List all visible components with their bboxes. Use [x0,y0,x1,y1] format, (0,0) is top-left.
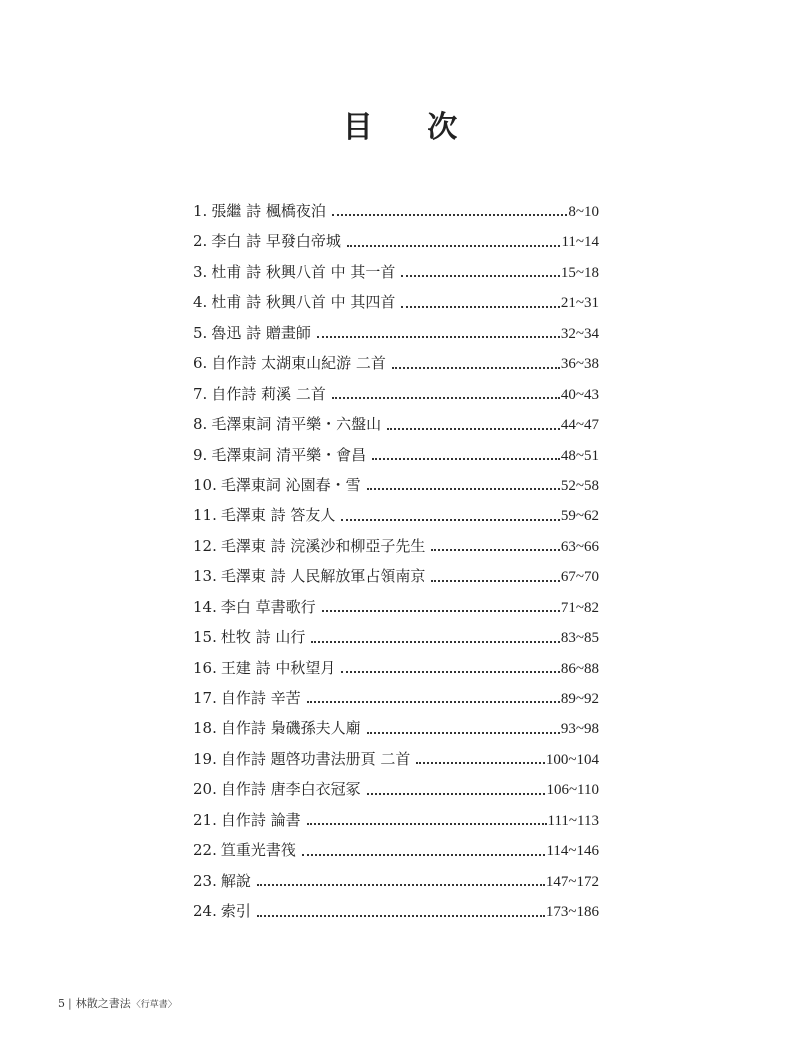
toc-entry-number: 6. [193,354,208,373]
toc-entry-title: 杜甫 詩 秋興八首 中 其一首 [211,262,396,281]
toc-entry-title: 毛澤東詞 清平樂・會昌 [211,445,367,464]
toc-entry-pages: 44~47 [560,417,599,434]
toc-entry-number: 11. [193,506,217,525]
toc-entry [193,318,599,348]
toc-entry-title: 毛澤東詞 沁園春・雪 [220,475,361,494]
table-of-contents [193,196,599,927]
toc-entry-number: 7. [193,384,208,403]
toc-entry-number: 22. [193,841,217,860]
dot-leader [307,823,547,825]
toc-entry [193,622,599,652]
toc-entry [193,561,599,591]
toc-entry [193,470,599,500]
toc-entry-pages: 36~38 [560,356,599,373]
toc-entry-title: 自作詩 辛苦 [220,689,301,707]
dot-leader [347,245,561,247]
dot-leader [317,336,560,338]
toc-entry-title: 王建 詩 中秋望月 [220,658,336,677]
footer-page-number: 5 [58,997,65,1010]
toc-entry-title: 自作詩 題啓功書法册頁 二首 [220,749,411,768]
toc-entry [193,835,599,865]
dot-leader [257,884,545,886]
toc-entry-pages: 83~85 [560,630,599,647]
toc-entry-pages: 59~62 [560,508,599,525]
toc-entry-number: 1. [193,202,208,220]
dot-leader [392,367,560,369]
toc-entry-pages: 93~98 [560,721,599,738]
dot-leader [302,854,546,856]
toc-entry [193,866,599,896]
toc-entry [193,379,599,409]
toc-entry [193,653,599,683]
dot-leader [311,641,559,643]
toc-entry-title: 杜牧 詩 山行 [220,628,306,647]
toc-entry-pages: 86~88 [560,660,599,677]
dot-leader [341,519,559,521]
toc-entry [193,500,599,530]
toc-entry [193,713,599,743]
toc-entry [193,196,599,226]
toc-entry [193,774,599,804]
dot-leader [372,458,560,460]
toc-entry [193,226,599,256]
toc-entry-title: 毛澤東 詩 浣溪沙和柳亞子先生 [220,536,426,555]
toc-entry-pages: 40~43 [560,386,599,403]
toc-entry-title: 笪重光書筏 [220,841,296,860]
toc-entry-number: 20. [193,780,217,799]
toc-entry-number: 10. [193,475,217,494]
toc-entry-number: 15. [193,628,217,647]
toc-entry [193,744,599,774]
dot-leader [431,549,559,551]
toc-entry-title: 毛澤東 詩 人民解放軍占領南京 [220,567,426,586]
dot-leader [387,428,560,430]
toc-entry-number: 12. [193,536,217,555]
toc-entry-pages: 15~18 [560,264,599,281]
dot-leader [401,306,559,308]
toc-entry-pages: 21~31 [560,295,599,312]
toc-entry-pages: 67~70 [560,569,599,586]
toc-entry-title: 李白 詩 早發白帝城 [211,232,341,251]
dot-leader [332,397,560,399]
toc-entry-pages: 89~92 [560,691,599,707]
toc-entry-pages: 48~51 [560,447,599,464]
toc-entry-pages: 71~82 [560,599,599,616]
footer-separator: | [68,997,72,1010]
toc-entry-title: 自作詩 太湖東山紀游 二首 [211,354,386,373]
dot-leader [332,214,568,216]
toc-entry-pages: 173~186 [545,904,599,921]
page-title: 目 次 [342,110,480,145]
dot-leader [307,701,560,703]
dot-leader [322,610,560,612]
toc-entry-number: 21. [193,810,217,829]
toc-entry [193,287,599,317]
toc-entry-title: 李白 草書歌行 [220,597,316,616]
toc-entry-number: 5. [193,323,208,342]
toc-entry-number: 16. [193,658,217,677]
dot-leader [401,275,559,277]
toc-entry-pages: 52~58 [560,477,599,494]
toc-entry-pages: 11~14 [561,234,599,251]
footer-book-title: 林散之書法 [75,997,131,1010]
toc-entry-pages: 106~110 [546,782,599,799]
footer-subtitle: 〈行草書〉 [131,1000,177,1010]
toc-entry-title: 杜甫 詩 秋興八首 中 其四首 [211,293,396,312]
toc-entry [193,440,599,470]
toc-entry [193,348,599,378]
toc-entry-number: 2. [193,232,208,251]
toc-entry [193,592,599,622]
toc-entry-title: 自作詩 莉溪 二首 [211,384,326,403]
toc-entry-number: 8. [193,415,208,434]
toc-entry-title: 張繼 詩 楓橋夜泊 [211,202,326,220]
page-footer [58,995,177,1011]
toc-entry-number: 24. [193,902,217,921]
toc-entry-number: 17. [193,689,217,707]
toc-entry-number: 23. [193,871,217,890]
toc-entry [193,409,599,439]
dot-leader [341,671,559,673]
toc-entry-number: 14. [193,597,217,616]
toc-entry [193,257,599,287]
toc-entry-pages: 147~172 [545,873,599,890]
toc-entry-title: 自作詩 論書 [220,810,301,829]
toc-entry-title: 魯迅 詩 贈畫師 [211,323,311,342]
toc-entry-title: 毛澤東 詩 答友人 [220,506,336,525]
toc-entry-title: 毛澤東詞 清平樂・六盤山 [211,415,382,434]
dot-leader [431,580,559,582]
toc-entry-pages: 32~34 [560,325,599,342]
toc-entry-title: 自作詩 唐李白衣冠冢 [220,780,361,799]
toc-entry-number: 9. [193,445,208,464]
toc-entry [193,896,599,926]
toc-entry-title: 自作詩 梟磯孫夫人廟 [220,719,361,738]
toc-entry-pages: 100~104 [545,751,599,768]
toc-entry-number: 3. [193,262,208,281]
toc-entry-pages: 114~146 [546,843,599,860]
toc-entry-number: 18. [193,719,217,738]
dot-leader [416,762,544,764]
toc-entry-number: 19. [193,749,217,768]
toc-entry-title: 索引 [220,902,251,921]
toc-entry [193,805,599,835]
toc-entry-pages: 111~113 [547,812,599,829]
dot-leader [257,915,545,917]
toc-entry-pages: 8~10 [568,204,599,220]
toc-entry-number: 13. [193,567,217,586]
dot-leader [367,732,560,734]
dot-leader [367,488,560,490]
toc-entry [193,683,599,713]
toc-entry-pages: 63~66 [560,538,599,555]
toc-entry-number: 4. [193,293,208,312]
toc-entry [193,531,599,561]
toc-entry-title: 解說 [220,871,251,890]
dot-leader [367,793,546,795]
